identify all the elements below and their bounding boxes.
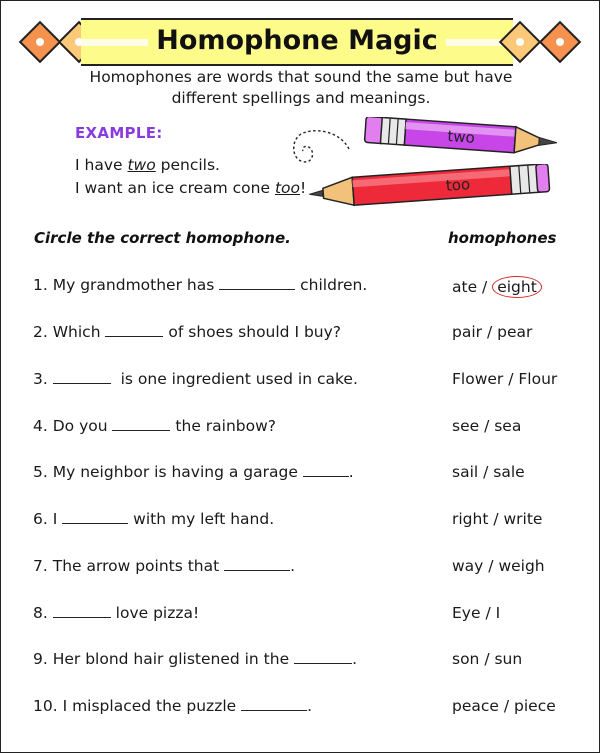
homophone-option-b[interactable]: weigh xyxy=(498,557,545,575)
question-number: 6. xyxy=(33,510,48,528)
question-number: 3. xyxy=(33,370,48,388)
homophone-option-a[interactable]: Eye xyxy=(452,604,481,622)
answer-blank[interactable] xyxy=(112,429,170,431)
page-title-text: Homophone Magic xyxy=(148,25,446,56)
pencil-two-label: two xyxy=(446,127,476,147)
example-homophone: too xyxy=(274,179,300,197)
question-number: 4. xyxy=(33,417,48,435)
homophone-option-b[interactable]: eight xyxy=(492,276,542,298)
homophone-option-b[interactable]: sea xyxy=(494,417,522,435)
example-sentence-1 xyxy=(75,156,220,174)
homophone-option-b[interactable]: sun xyxy=(494,650,523,668)
question-number: 10. xyxy=(33,697,58,715)
example-text: I have xyxy=(75,156,128,174)
answer-blank[interactable] xyxy=(303,475,349,477)
homophone-option-a[interactable]: son xyxy=(452,650,480,668)
example-homophone: two xyxy=(127,156,156,174)
homophone-options xyxy=(452,604,500,622)
homophone-options xyxy=(452,323,532,341)
question-text: is one ingredient used in cake. xyxy=(110,370,358,388)
homophone-option-a[interactable]: way xyxy=(452,557,484,575)
question-row xyxy=(33,370,358,388)
instructions: Circle the correct homophone. xyxy=(34,229,291,247)
option-separator: / xyxy=(480,604,496,622)
question-text: of shoes should I buy? xyxy=(163,323,342,341)
intro-line-2: different spellings and meanings. xyxy=(171,89,431,107)
question-text: the rainbow? xyxy=(170,417,277,435)
question-text: love pizza! xyxy=(110,604,200,622)
question-number: 8. xyxy=(33,604,48,622)
question-number: 5. xyxy=(33,463,48,481)
intro-text xyxy=(41,67,561,109)
question-row xyxy=(33,557,295,575)
answer-blank[interactable] xyxy=(224,569,290,571)
homophone-options xyxy=(452,370,557,388)
pencil-too-icon xyxy=(303,164,553,208)
question-text: I misplaced the puzzle xyxy=(57,697,242,715)
page-title xyxy=(81,22,513,60)
diamond-decoration-icon xyxy=(19,21,61,63)
example-label: EXAMPLE: xyxy=(75,124,163,142)
answer-blank[interactable] xyxy=(105,335,163,337)
homophone-option-b[interactable]: sale xyxy=(493,463,525,481)
homophone-option-a[interactable]: pair xyxy=(452,323,483,341)
answer-blank[interactable] xyxy=(53,616,111,618)
swirl-icon xyxy=(289,127,359,169)
homophone-options xyxy=(452,510,542,528)
question-row xyxy=(33,323,341,341)
question-row xyxy=(33,510,274,528)
example-text: ! xyxy=(300,179,307,197)
homophone-options xyxy=(452,276,542,298)
question-text: . xyxy=(290,557,296,575)
question-text: I xyxy=(47,510,63,528)
question-text: . xyxy=(307,697,313,715)
homophone-option-a[interactable]: ate xyxy=(452,278,478,296)
question-text: My neighbor is having a garage xyxy=(47,463,303,481)
question-row xyxy=(33,276,367,294)
question-row xyxy=(33,463,354,481)
homophone-option-a[interactable]: see xyxy=(452,417,480,435)
option-separator: / xyxy=(478,463,494,481)
question-text: Do you xyxy=(47,417,113,435)
option-separator: / xyxy=(498,697,515,715)
question-text: children. xyxy=(295,276,368,294)
homophone-option-b[interactable]: Flour xyxy=(518,370,558,388)
question-row xyxy=(33,604,199,622)
example-sentence-2 xyxy=(75,179,306,197)
question-text xyxy=(48,604,53,622)
question-row xyxy=(33,697,312,715)
pencil-two-icon xyxy=(361,117,561,159)
homophone-options xyxy=(452,650,522,668)
option-separator: / xyxy=(483,557,499,575)
homophone-option-b[interactable]: I xyxy=(495,604,501,622)
question-text: My grandmother has xyxy=(47,276,220,294)
homophones-column-header: homophones xyxy=(448,229,557,247)
homophone-options xyxy=(452,417,521,435)
title-banner xyxy=(81,18,513,66)
option-separator: / xyxy=(503,370,519,388)
pencil-too-label: too xyxy=(445,175,471,195)
homophone-option-a[interactable]: peace xyxy=(452,697,499,715)
question-number: 2. xyxy=(33,323,48,341)
homophone-options xyxy=(452,697,556,715)
intro-line-1: Homophones are words that sound the same but have xyxy=(89,68,513,86)
homophone-option-a[interactable]: sail xyxy=(452,463,479,481)
answer-blank[interactable] xyxy=(62,522,128,524)
answer-blank[interactable] xyxy=(294,662,352,664)
diamond-decoration-icon xyxy=(539,21,581,63)
question-text: with my left hand. xyxy=(128,510,275,528)
option-separator: / xyxy=(479,417,495,435)
question-number: 7. xyxy=(33,557,48,575)
answer-blank[interactable] xyxy=(219,288,295,290)
homophone-options xyxy=(452,557,545,575)
answer-blank[interactable] xyxy=(53,382,111,384)
question-text: . xyxy=(352,650,357,668)
homophone-option-a[interactable]: right xyxy=(452,510,489,528)
question-text: The arrow points that xyxy=(47,557,225,575)
question-number: 1. xyxy=(33,276,48,294)
homophone-option-b[interactable]: pear xyxy=(497,323,533,341)
question-text: Which xyxy=(47,323,106,341)
option-separator: / xyxy=(479,650,495,668)
question-text xyxy=(48,370,53,388)
option-separator: / xyxy=(477,278,493,296)
example-text: pencils. xyxy=(155,156,220,174)
question-row xyxy=(33,650,357,668)
homophone-option-b[interactable]: write xyxy=(503,510,543,528)
option-separator: / xyxy=(488,510,504,528)
homophone-option-a[interactable]: Flower xyxy=(452,370,504,388)
question-number: 9. xyxy=(33,650,48,668)
homophone-options xyxy=(452,463,525,481)
question-text: Her blond hair glistened in the xyxy=(47,650,295,668)
question-row xyxy=(33,417,276,435)
question-text: . xyxy=(348,463,354,481)
option-separator: / xyxy=(482,323,498,341)
answer-blank[interactable] xyxy=(241,709,307,711)
homophone-option-b[interactable]: piece xyxy=(514,697,556,715)
example-text: I want an ice cream cone xyxy=(75,179,275,197)
